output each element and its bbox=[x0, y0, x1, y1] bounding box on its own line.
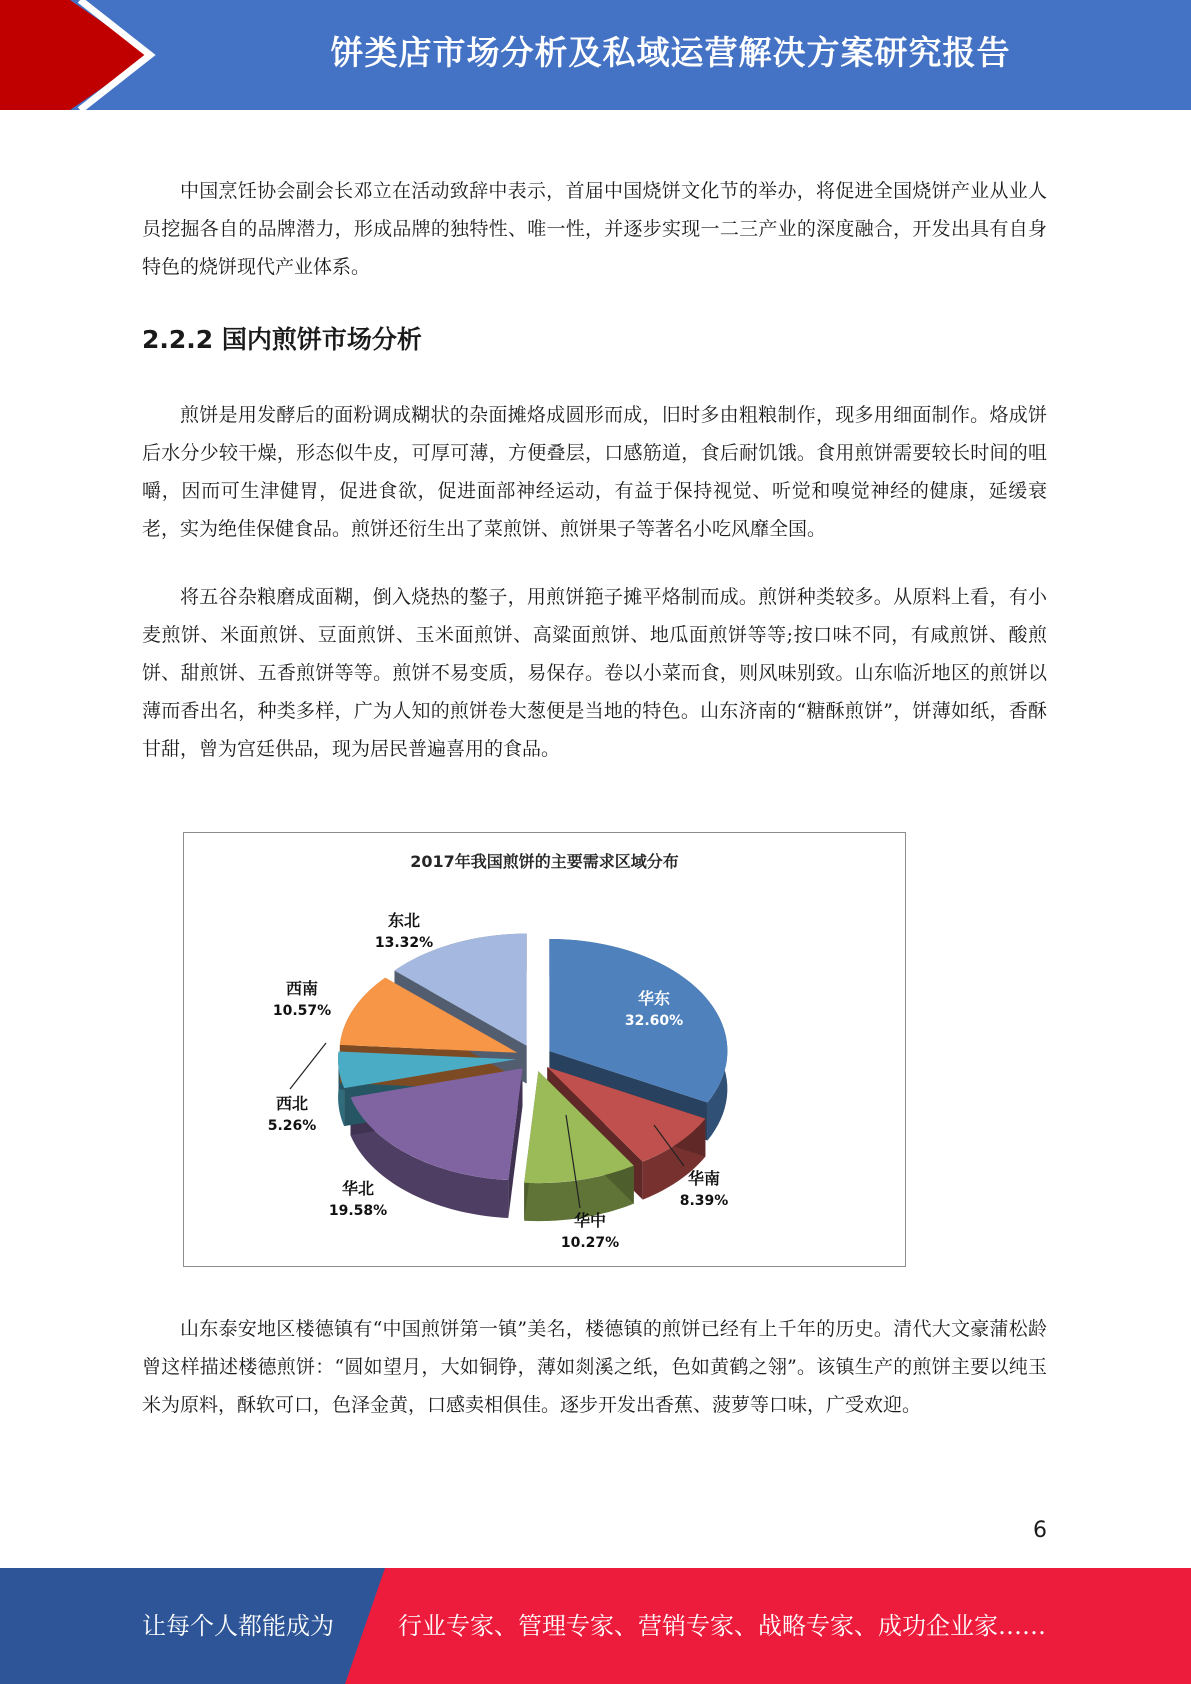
slice-value-huazhong: 10.27% bbox=[560, 1235, 620, 1251]
slice-name-xibei: 西北 bbox=[275, 1094, 308, 1113]
slice-label-xibei bbox=[252, 1093, 332, 1137]
slice-label-huadong bbox=[609, 988, 699, 1032]
slice-label-huazhong bbox=[550, 1210, 630, 1254]
paragraph-shaobing-festival: 中国烹饪协会副会长邓立在活动致辞中表示，首届中国烧饼文化节的举办，将促进全国烧饼产业从业人员挖掘各自的品牌潜力，形成品牌的独特性、唯一性，并逐步实现一二三产业的深度融合，开发出具有自身特色的烧饼现代产业体系。 bbox=[142, 180, 1047, 278]
slice-name-huadong: 华东 bbox=[637, 989, 670, 1008]
paragraph-loude-town: 山东泰安地区楼德镇有“中国煎饼第一镇”美名，楼德镇的煎饼已经有上千年的历史。清代大文豪蒲松龄曾这样描述楼德煎饼：“圆如望月，大如铜铮，薄如剡溪之纸，色如黄鹤之翎”。该镇生产的煎饼主要以纯玉米为原料，酥软可口，色泽金黄，口感卖相俱佳。逐步开发出香蕉、菠萝等口味，广受欢迎。 bbox=[142, 1318, 1047, 1416]
chart-title: 2017年我国煎饼的主要需求区域分布 bbox=[410, 852, 679, 871]
slice-label-huanan bbox=[664, 1168, 744, 1212]
pie-chart bbox=[183, 832, 906, 1267]
slice-name-huanan: 华南 bbox=[687, 1169, 720, 1188]
section-heading: 2.2.2 国内煎饼市场分析 bbox=[142, 325, 422, 354]
slice-value-xinan: 10.57% bbox=[272, 1003, 332, 1019]
slice-value-xibei: 5.26% bbox=[267, 1118, 317, 1134]
pie-chart-canvas bbox=[184, 833, 905, 1266]
slice-label-xinan bbox=[262, 978, 342, 1022]
header-arrow-shape bbox=[0, 0, 150, 110]
leader-line-xibei bbox=[290, 1043, 326, 1089]
slice-value-huadong: 32.60% bbox=[624, 1013, 684, 1029]
page-header bbox=[0, 0, 1191, 110]
slice-label-huabei bbox=[318, 1178, 398, 1222]
page-number: 6 bbox=[1033, 1518, 1047, 1543]
slice-label-dongbei bbox=[364, 910, 444, 954]
paragraph-jianbing-making: 将五谷杂粮磨成面糊，倒入烧热的鏊子，用煎饼筢子摊平烙制而成。煎饼种类较多。从原料上看，有小麦煎饼、米面煎饼、豆面煎饼、玉米面煎饼、高粱面煎饼、地瓜面煎饼等等;按口味不同，有咸煎饼、酸煎饼、甜煎饼、五香煎饼等等。煎饼不易变质，易保存。卷以小菜而食，则风味别致。山东临沂地区的煎饼以薄而香出名，种类多样，广为人知的煎饼卷大葱便是当地的特色。山东济南的“糖酥煎饼”，饼薄如纸，香酥甘甜，曾为宫廷供品，现为居民普遍喜用的食品。 bbox=[142, 586, 1047, 760]
slice-name-huabei: 华北 bbox=[341, 1179, 374, 1198]
slice-value-huanan: 8.39% bbox=[679, 1193, 729, 1209]
page-footer bbox=[0, 1568, 1191, 1684]
slice-value-dongbei: 13.32% bbox=[374, 935, 434, 951]
page-content-lower bbox=[142, 1310, 1047, 1424]
paragraph-jianbing-intro: 煎饼是用发酵后的面粉调成糊状的杂面摊烙成圆形而成，旧时多由粗粮制作，现多用细面制作。烙成饼后水分少较干燥，形态似牛皮，可厚可薄，方便叠层，口感筋道，食后耐饥饿。食用煎饼需要较长时间的咀嚼，因而可生津健胃，促进食欲，促进面部神经运动，有益于保持视觉、听觉和嗅觉神经的健康，延缓衰老，实为绝佳保健食品。煎饼还衍生出了菜煎饼、煎饼果子等著名小吃风靡全国。 bbox=[142, 404, 1047, 540]
slice-value-huabei: 19.58% bbox=[328, 1203, 388, 1219]
report-title: 饼类店市场分析及私域运营解决方案研究报告 bbox=[330, 33, 1011, 72]
slice-name-xinan: 西南 bbox=[285, 979, 318, 998]
footer-slogan-right: 行业专家、管理专家、营销专家、战略专家、成功企业家…… bbox=[398, 1612, 1046, 1640]
footer-slogan-left: 让每个人都能成为 bbox=[142, 1612, 334, 1640]
slice-name-huazhong: 华中 bbox=[573, 1211, 606, 1230]
page-content bbox=[142, 172, 1047, 768]
slice-name-dongbei: 东北 bbox=[387, 911, 420, 930]
